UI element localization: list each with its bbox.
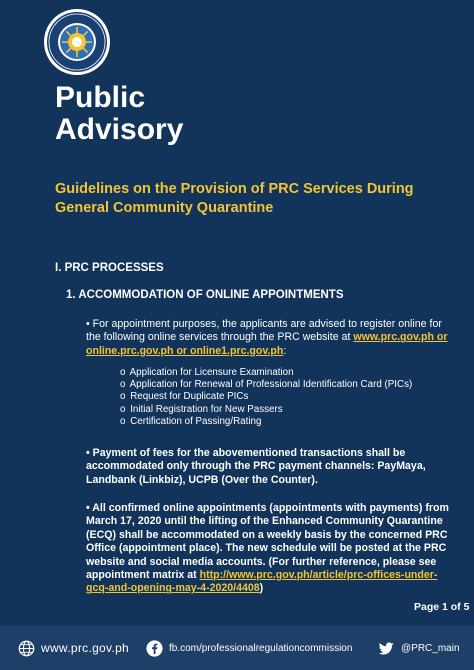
service-label: Application for Renewal of Professional Identification Card (PICs) (129, 379, 413, 391)
advisory-title (55, 82, 183, 146)
appointments-paragraph (86, 502, 456, 596)
footer-twitter-text: @PRC_main (401, 642, 460, 654)
appointment-matrix-link[interactable]: http://www.prc.gov.ph/article/prc-offices-under-gcq-and-opening-may-4-2020/4408 (86, 569, 438, 595)
appointments-close: ) (259, 582, 264, 595)
list-item (120, 391, 412, 403)
list-bullet: o (120, 367, 126, 378)
footer-twitter-link[interactable] (378, 639, 460, 657)
service-label: Certification of Passing/Rating (130, 415, 262, 427)
registration-paragraph (86, 318, 456, 358)
list-bullet: o (120, 391, 126, 403)
title-line-2: Advisory (55, 113, 184, 146)
service-label: Initial Registration for New Passers (130, 403, 283, 415)
page-number: Page 1 of 5 (414, 601, 470, 613)
list-bullet: o (120, 379, 126, 391)
section-heading: I. PRC PROCESSES (55, 262, 164, 274)
list-item (120, 367, 412, 379)
list-item (120, 416, 412, 428)
registration-text: • For appointment purposes, the applicants are advised to register online for the following online services through the PRC website at (86, 318, 442, 344)
advisory-subtitle: Guidelines on the Provision of PRC Services During General Community Quarantine (55, 181, 414, 216)
service-label: Request for Duplicate PICs (130, 391, 249, 403)
online-services-list (120, 367, 412, 428)
prc-seal-icon (43, 8, 111, 76)
registration-colon: : (283, 344, 287, 357)
subsection-heading: 1. ACCOMMODATION OF ONLINE APPOINTMENTS (66, 289, 344, 301)
list-bullet: o (120, 403, 126, 415)
service-label: Application for Licensure Examination (129, 367, 294, 378)
footer-bar (0, 626, 474, 670)
list-item (120, 379, 412, 391)
list-item (120, 404, 412, 416)
title-line-1: Public (55, 81, 146, 114)
facebook-icon (146, 640, 163, 657)
payment-paragraph: • Payment of fees for the abovementioned transactions shall be accommodated only through the PRC payment channels: PayMaya, Landbank (Linkbiz), UCPB (Over the Counter). (86, 447, 426, 486)
twitter-bird-icon (378, 640, 395, 657)
prc-website-link[interactable]: www.prc.gov.ph or online.prc.gov.ph or online1.prc.gov.ph (86, 331, 448, 357)
list-bullet: o (120, 415, 126, 427)
footer-facebook-text: fb.com/professionalregulationcommission (169, 642, 353, 654)
globe-icon (18, 640, 35, 657)
footer-facebook-link[interactable] (146, 639, 352, 657)
appointments-text: • All confirmed online appointments (appointments with payments) from March 17, 2020 until the lifting of the Enhanced Community Quarantine (ECQ) shall be accommodated on a weekly basis by the concerned PRC Office (appointment place). The new schedule will be posted at the PRC website and social media accounts. (For further reference, please see appointment matrix at (86, 502, 449, 582)
footer-website-text: www.prc.gov.ph (41, 641, 130, 655)
footer-website-link[interactable] (18, 639, 129, 657)
